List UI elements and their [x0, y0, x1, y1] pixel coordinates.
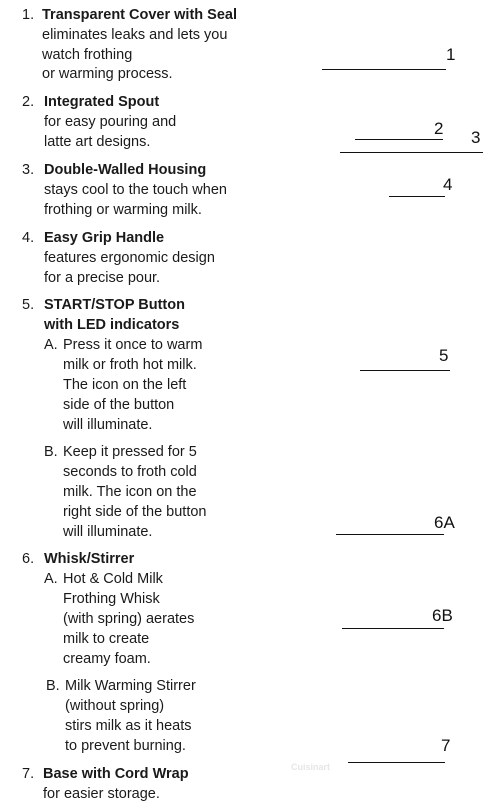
- subitem-line: milk to create: [63, 631, 150, 647]
- subitem-letter: B.: [44, 444, 58, 460]
- item-number: 1.: [22, 7, 35, 23]
- item-title: Integrated Spout: [44, 94, 160, 110]
- item-number: 7.: [22, 766, 35, 782]
- subitem-line: milk or froth hot milk.: [63, 357, 197, 373]
- subitem-letter: B.: [46, 678, 60, 694]
- callout-line-4: [389, 196, 445, 197]
- subitem-line: seconds to froth cold: [63, 464, 197, 480]
- callout-line-2: [355, 139, 443, 140]
- item-desc: eliminates leaks and lets you: [42, 27, 228, 43]
- subitem-line: The icon on the left: [63, 377, 187, 393]
- callout-label-3: 3: [471, 128, 481, 147]
- item-number: 4.: [22, 230, 35, 246]
- subitem-line: will illuminate.: [63, 524, 153, 540]
- callout-line-6a: [336, 534, 444, 535]
- subitem-line: Hot & Cold Milk: [63, 571, 163, 587]
- callout-label-7: 7: [441, 736, 451, 755]
- callout-line-6b: [342, 628, 444, 629]
- item-title: Whisk/Stirrer: [44, 551, 135, 567]
- subitem-line: (with spring) aerates: [63, 611, 195, 627]
- subitem-line: will illuminate.: [63, 417, 153, 433]
- item-title: START/STOP Button: [44, 297, 185, 313]
- subitem-letter: A.: [44, 337, 58, 353]
- callout-line-3: [340, 152, 483, 153]
- item-desc: or warming process.: [42, 66, 173, 82]
- subitem-line: to prevent burning.: [65, 738, 186, 754]
- callout-line-5: [360, 370, 450, 371]
- item-number: 5.: [22, 297, 35, 313]
- item-title: Base with Cord Wrap: [43, 766, 189, 782]
- subitem-line: creamy foam.: [63, 651, 151, 667]
- callout-label-5: 5: [439, 346, 449, 365]
- item-desc: for a precise pour.: [44, 270, 161, 286]
- subitem-line: stirs milk as it heats: [65, 718, 192, 734]
- subitem-line: Milk Warming Stirrer: [65, 678, 196, 694]
- subitem-line: right side of the button: [63, 504, 207, 520]
- callout-label-6b: 6B: [432, 606, 453, 625]
- item-desc: frothing or warming milk.: [44, 202, 202, 218]
- item-number: 6.: [22, 551, 35, 567]
- item-number: 3.: [22, 162, 35, 178]
- base-logo: Cuisinart: [291, 762, 331, 772]
- item-desc: stays cool to the touch when: [44, 182, 227, 198]
- callout-label-6a: 6A: [434, 513, 455, 532]
- subitem-letter: A.: [44, 571, 58, 587]
- subitem-line: (without spring): [65, 698, 165, 714]
- item-desc: latte art designs.: [44, 134, 151, 150]
- item-title: Transparent Cover with Seal: [42, 7, 238, 23]
- item-desc: features ergonomic design: [44, 250, 215, 266]
- subitem-line: side of the button: [63, 397, 175, 413]
- item-number: 2.: [22, 94, 35, 110]
- subitem-line: Frothing Whisk: [63, 591, 160, 607]
- callout-label-4: 4: [443, 175, 453, 194]
- callout-label-1: 1: [446, 45, 456, 64]
- subitem-line: Keep it pressed for 5: [63, 444, 197, 460]
- item-desc: for easier storage.: [43, 786, 160, 802]
- callout-line-1: [322, 69, 446, 70]
- item-desc: for easy pouring and: [44, 114, 177, 130]
- subitem-line: milk. The icon on the: [63, 484, 197, 500]
- item-desc: watch frothing: [42, 47, 133, 63]
- item-title: Easy Grip Handle: [44, 230, 165, 246]
- callout-line-7: [348, 762, 445, 763]
- item-title: with LED indicators: [44, 317, 180, 333]
- item-title: Double-Walled Housing: [44, 162, 207, 178]
- callout-label-2: 2: [434, 119, 444, 138]
- subitem-line: Press it once to warm: [63, 337, 203, 353]
